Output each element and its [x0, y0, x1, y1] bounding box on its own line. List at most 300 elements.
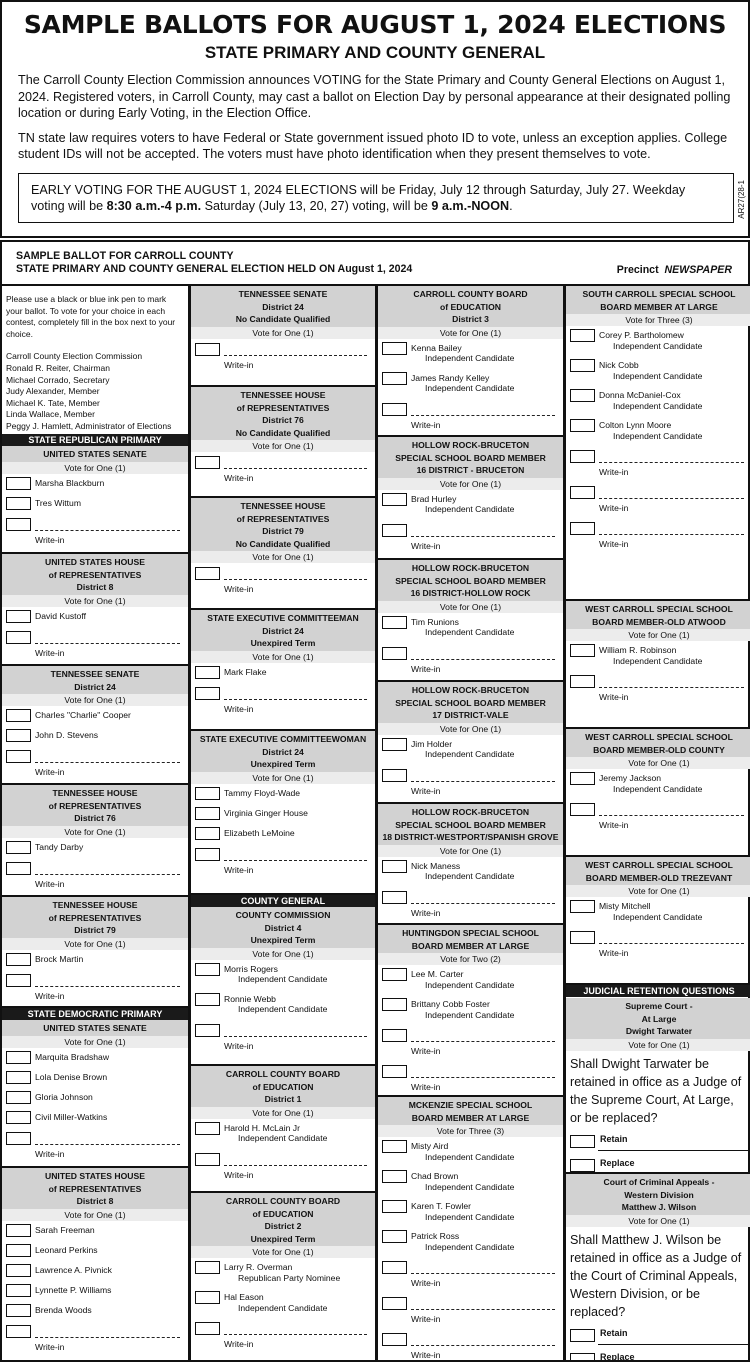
candidate-party: Independent Candidate: [613, 911, 703, 922]
candidate-row[interactable]: [378, 1167, 563, 1197]
write-in-line[interactable]: [35, 1337, 180, 1338]
write-in-row[interactable]: [2, 858, 188, 894]
write-in-row[interactable]: [378, 1329, 563, 1362]
candidate-row[interactable]: [2, 1261, 188, 1281]
race-title-line: UNITED STATES SENATE: [43, 449, 147, 459]
candidate-row[interactable]: [2, 494, 188, 514]
write-in-row[interactable]: [566, 799, 750, 835]
checkbox[interactable]: [6, 1132, 31, 1145]
candidate-row[interactable]: [191, 1258, 375, 1288]
checkbox[interactable]: [195, 1291, 220, 1304]
checkbox[interactable]: [382, 769, 407, 782]
checkbox[interactable]: [6, 709, 31, 722]
checkbox[interactable]: [382, 616, 407, 629]
candidate-name: [224, 1292, 327, 1313]
write-in-line[interactable]: [411, 536, 555, 537]
write-in-line[interactable]: [411, 1077, 555, 1078]
page-subtitle: STATE PRIMARY AND COUNTY GENERAL: [204, 43, 546, 62]
write-in-row[interactable]: [378, 520, 563, 556]
write-in-row[interactable]: [2, 970, 188, 1006]
candidate-party: Independent Candidate: [425, 1211, 515, 1222]
checkbox[interactable]: [570, 450, 595, 463]
write-in-row[interactable]: [566, 518, 750, 554]
candidate-label: William R. Robinson: [599, 645, 677, 655]
candidate-row[interactable]: [566, 386, 750, 416]
write-in-line[interactable]: [411, 1273, 555, 1274]
notice-header: [0, 0, 750, 238]
candidate-row[interactable]: [2, 1301, 188, 1321]
page-title: SAMPLE BALLOTS FOR AUGUST 1, 2024 ELECTIONS: [23, 10, 727, 39]
race-title: [2, 666, 188, 694]
candidate-row[interactable]: [191, 663, 375, 683]
candidate-name: [599, 645, 702, 666]
candidate-row[interactable]: [378, 995, 563, 1025]
precinct-value: NEWSPAPER: [664, 264, 732, 276]
write-in-row[interactable]: [378, 765, 563, 801]
candidate-party: Independent Candidate: [238, 1133, 328, 1143]
checkbox[interactable]: [195, 1024, 220, 1037]
candidate-label: Morris Rogers: [224, 963, 278, 974]
candidate-row[interactable]: [2, 1108, 188, 1128]
write-in-line[interactable]: [411, 659, 555, 660]
write-in-line[interactable]: [411, 781, 555, 782]
checkbox[interactable]: [382, 1261, 407, 1274]
retention-option-retain[interactable]: [566, 1323, 750, 1347]
candidate-label: Brock Martin: [35, 953, 84, 964]
candidate-party: Independent Candidate: [425, 504, 515, 514]
write-in-row[interactable]: [378, 1293, 563, 1329]
candidate-row[interactable]: [566, 641, 750, 671]
candidate-name: [411, 373, 514, 394]
candidate-name: [35, 710, 131, 721]
commission-list: [6, 351, 184, 432]
candidate-row[interactable]: [191, 990, 375, 1020]
race-title-line: BOARD MEMBER AT LARGE: [411, 940, 530, 951]
checkbox[interactable]: [570, 1329, 595, 1342]
write-in-row[interactable]: [2, 746, 188, 782]
candidate-name: [35, 1265, 112, 1276]
write-in-row[interactable]: [2, 514, 188, 550]
write-in-line[interactable]: [411, 1041, 555, 1042]
race-title-line: District 8: [76, 1196, 114, 1206]
candidate-name: [411, 861, 514, 882]
write-in-line[interactable]: [224, 355, 367, 356]
candidate-name: [599, 773, 702, 794]
checkbox[interactable]: [382, 647, 407, 660]
option-rule: [598, 1344, 750, 1345]
candidate-row[interactable]: [2, 1048, 188, 1068]
race-mckenzie-at-large: [378, 1095, 563, 1362]
checkbox[interactable]: [570, 675, 595, 688]
write-in-row[interactable]: [378, 887, 563, 923]
race-board-education-1: [191, 1064, 375, 1185]
write-in-line[interactable]: [224, 699, 367, 700]
candidate-party: Independent Candidate: [425, 627, 515, 637]
candidate-row[interactable]: [378, 490, 563, 520]
write-in-label: Write-in: [599, 948, 629, 958]
candidate-row[interactable]: [2, 950, 188, 970]
write-in-row[interactable]: [2, 1321, 188, 1357]
write-in-line[interactable]: [599, 943, 744, 944]
write-in-row[interactable]: [566, 671, 750, 707]
race-title-line: Unexpired Term: [250, 638, 316, 648]
checkbox[interactable]: [570, 419, 595, 432]
checkbox[interactable]: [195, 567, 220, 580]
write-in-line[interactable]: [224, 1036, 367, 1037]
race-title: [191, 498, 375, 551]
checkbox[interactable]: [6, 1111, 31, 1124]
vote-instruction: Vote for One (1): [191, 440, 375, 452]
race-huntingdon-at-large: [378, 923, 563, 1097]
write-in-row[interactable]: [191, 683, 375, 719]
candidate-row[interactable]: [2, 1281, 188, 1301]
candidate-party: Independent Candidate: [425, 1181, 515, 1192]
checkbox[interactable]: [382, 1200, 407, 1213]
vote-instruction: Vote for One (1): [2, 1209, 188, 1221]
candidate-label: Donna McDaniel-Cox: [599, 390, 681, 400]
checkbox[interactable]: [6, 1091, 31, 1104]
candidate-label: Larry R. Overman: [224, 1262, 293, 1272]
checkbox[interactable]: [382, 891, 407, 904]
race-hrb-16-bruceton: [378, 435, 563, 556]
checkbox[interactable]: [570, 329, 595, 342]
checkbox[interactable]: [570, 1353, 595, 1362]
vote-instruction: Vote for One (1): [378, 723, 563, 735]
vote-instruction: Vote for One (1): [191, 651, 375, 663]
candidate-row[interactable]: [566, 356, 750, 386]
checkbox[interactable]: [6, 1284, 31, 1297]
write-in-line[interactable]: [35, 986, 180, 987]
checkbox[interactable]: [382, 403, 407, 416]
checkbox[interactable]: [382, 860, 407, 873]
checkbox[interactable]: [6, 953, 31, 966]
checkbox[interactable]: [570, 522, 595, 535]
write-in-label: Write-in: [599, 692, 629, 702]
write-in-line[interactable]: [599, 687, 744, 688]
checkbox[interactable]: [195, 1261, 220, 1274]
candidate-label: Misty Aird: [411, 1141, 449, 1151]
write-in-line[interactable]: [35, 874, 180, 875]
checkbox[interactable]: [382, 1170, 407, 1183]
checkbox[interactable]: [6, 631, 31, 644]
race-title-line: 16 DISTRICT - BRUCETON: [416, 465, 525, 475]
checkbox[interactable]: [570, 389, 595, 402]
commission-member: Linda Wallace, Member: [6, 409, 95, 420]
candidate-label: Jeremy Jackson: [599, 773, 662, 783]
checkbox[interactable]: [195, 456, 220, 469]
vote-instruction: Vote for One (1): [566, 1039, 750, 1051]
write-in-label: Write-in: [411, 1278, 441, 1288]
checkbox[interactable]: [195, 687, 220, 700]
write-in-row[interactable]: [191, 339, 375, 375]
checkbox[interactable]: [195, 827, 220, 840]
write-in-row[interactable]: [191, 844, 375, 880]
candidate-name: [411, 1201, 514, 1222]
race-title-line: of REPRESENTATIVES: [48, 1183, 142, 1194]
candidate-party: Independent Candidate: [425, 749, 515, 759]
race-title-line: District 1: [264, 1094, 302, 1104]
race-d-tn-house-76: [191, 385, 375, 488]
candidate-name: [35, 611, 86, 622]
candidate-row[interactable]: [2, 1068, 188, 1088]
checkbox[interactable]: [382, 1230, 407, 1243]
checkbox[interactable]: [382, 372, 407, 385]
candidate-row[interactable]: [378, 857, 563, 887]
write-in-label: Write-in: [411, 1082, 441, 1092]
checkbox[interactable]: [6, 750, 31, 763]
write-in-row[interactable]: [191, 1020, 375, 1056]
race-title: [191, 907, 375, 948]
candidate-name: [35, 478, 104, 489]
race-title-line: District 24: [262, 301, 304, 312]
checkbox[interactable]: [195, 343, 220, 356]
checkbox[interactable]: [570, 359, 595, 372]
candidate-row[interactable]: [191, 960, 375, 990]
vote-instruction: Vote for One (1): [2, 694, 188, 706]
checkbox[interactable]: [6, 841, 31, 854]
write-in-label: Write-in: [224, 1339, 254, 1349]
write-in-row[interactable]: [191, 1318, 375, 1354]
candidate-row[interactable]: [378, 965, 563, 995]
candidate-row[interactable]: [378, 1227, 563, 1257]
candidate-row[interactable]: [378, 1197, 563, 1227]
checkbox[interactable]: [195, 1322, 220, 1335]
race-title-line: Unexpired Term: [250, 1233, 316, 1244]
race-r-us-house-8: [2, 552, 188, 663]
race-title-line: UNITED STATES HOUSE: [45, 1171, 145, 1181]
write-in-line[interactable]: [224, 1165, 367, 1166]
race-title-line: District 76: [262, 415, 304, 425]
checkbox[interactable]: [6, 1051, 31, 1064]
checkbox[interactable]: [6, 497, 31, 510]
write-in-label: Write-in: [35, 1148, 65, 1159]
race-title: [191, 387, 375, 440]
candidate-row[interactable]: [566, 897, 750, 927]
candidate-name: [35, 1285, 111, 1296]
race-r-us-senate: [2, 446, 188, 550]
checkbox[interactable]: [6, 729, 31, 742]
checkbox[interactable]: [570, 900, 595, 913]
write-in-label: Write-in: [35, 534, 65, 545]
checkbox[interactable]: [382, 1297, 407, 1310]
banner-judicial-text: JUDICIAL RETENTION QUESTIONS: [566, 985, 750, 997]
checkbox[interactable]: [382, 493, 407, 506]
checkbox[interactable]: [570, 1159, 595, 1172]
race-south-carroll-at-large: [566, 286, 750, 554]
vote-instruction: Vote for One (1): [2, 826, 188, 838]
precinct-text: Precinct: [616, 264, 659, 276]
candidate-name: [35, 842, 83, 853]
vote-instruction: Vote for One (1): [378, 845, 563, 857]
write-in-row[interactable]: [378, 1061, 563, 1097]
checkbox[interactable]: [382, 1140, 407, 1153]
race-title-line: TENNESSEE HOUSE: [52, 900, 138, 910]
write-in-label: Write-in: [411, 1046, 441, 1056]
candidate-row[interactable]: [191, 1288, 375, 1318]
candidate-row[interactable]: [2, 726, 188, 746]
candidate-name: [35, 1052, 109, 1063]
checkbox[interactable]: [195, 787, 220, 800]
candidate-label: Charles "Charlie" Cooper: [35, 710, 131, 720]
race-title-line: WEST CARROLL SPECIAL SCHOOL: [585, 604, 733, 614]
candidate-label: Lawrence A. Pivnick: [35, 1264, 112, 1275]
write-in-label: Write-in: [411, 419, 441, 430]
checkbox[interactable]: [195, 666, 220, 679]
candidate-row[interactable]: [191, 824, 375, 844]
write-in-line[interactable]: [224, 468, 367, 469]
candidate-row[interactable]: [2, 607, 188, 627]
candidate-row[interactable]: [191, 804, 375, 824]
race-board-education-3: [378, 286, 563, 435]
candidate-label: Virginia Ginger House: [224, 807, 308, 818]
checkbox[interactable]: [382, 1333, 407, 1346]
write-in-line[interactable]: [411, 1309, 555, 1310]
race-title-line: TENNESSEE SENATE: [238, 289, 328, 299]
checkbox[interactable]: [570, 486, 595, 499]
checkbox[interactable]: [6, 610, 31, 623]
checkbox[interactable]: [195, 848, 220, 861]
retention-option-retain[interactable]: [566, 1129, 750, 1153]
checkbox[interactable]: [6, 862, 31, 875]
candidate-row[interactable]: [566, 416, 750, 446]
checkbox[interactable]: [570, 772, 595, 785]
candidate-label: David Kustoff: [35, 610, 86, 621]
candidate-row[interactable]: [378, 613, 563, 643]
checkbox[interactable]: [570, 1135, 595, 1148]
checkbox[interactable]: [382, 1065, 407, 1078]
write-in-row[interactable]: [378, 399, 563, 435]
write-in-label: Write-in: [224, 703, 254, 714]
race-title: [2, 1168, 188, 1209]
checkbox[interactable]: [195, 1122, 220, 1135]
checkbox[interactable]: [6, 477, 31, 490]
candidate-row[interactable]: [2, 706, 188, 726]
write-in-line[interactable]: [224, 579, 367, 580]
retention-option-replace[interactable]: [566, 1347, 750, 1362]
checkbox[interactable]: [382, 1029, 407, 1042]
candidate-row[interactable]: [2, 1088, 188, 1108]
write-in-line[interactable]: [224, 860, 367, 861]
write-in-row[interactable]: [191, 1149, 375, 1185]
race-title-line: BOARD MEMBER-OLD ATWOOD: [592, 616, 726, 627]
write-in-line[interactable]: [224, 1334, 367, 1335]
candidate-name: [35, 1245, 98, 1256]
checkbox[interactable]: [382, 342, 407, 355]
checkbox[interactable]: [195, 1153, 220, 1166]
checkbox[interactable]: [570, 931, 595, 944]
race-title: [191, 731, 375, 772]
write-in-row[interactable]: [378, 1025, 563, 1061]
write-in-line[interactable]: [599, 815, 744, 816]
race-d-exec-committeewoman: [191, 729, 375, 880]
checkbox[interactable]: [6, 518, 31, 531]
write-in-line[interactable]: [35, 762, 180, 763]
race-title-line: WEST CARROLL SPECIAL SCHOOL: [585, 860, 733, 870]
candidate-name: [599, 420, 702, 441]
ballot-county-title: SAMPLE BALLOT FOR CARROLL COUNTY: [16, 250, 234, 262]
checkbox[interactable]: [195, 993, 220, 1006]
checkbox[interactable]: [6, 1264, 31, 1277]
candidate-party: Independent Candidate: [613, 655, 703, 666]
checkbox[interactable]: [6, 1244, 31, 1257]
race-title: [378, 437, 563, 478]
write-in-label: Write-in: [35, 767, 65, 777]
checkbox[interactable]: [6, 1071, 31, 1084]
candidate-row[interactable]: [566, 769, 750, 799]
write-in-row[interactable]: [566, 482, 750, 518]
write-in-label: Write-in: [224, 1040, 254, 1051]
checkbox[interactable]: [570, 644, 595, 657]
candidate-row[interactable]: [191, 784, 375, 804]
write-in-line[interactable]: [599, 462, 744, 463]
checkbox[interactable]: [382, 968, 407, 981]
candidate-row[interactable]: [378, 735, 563, 765]
write-in-label: Write-in: [35, 990, 65, 1001]
checkbox[interactable]: [382, 738, 407, 751]
checkbox[interactable]: [570, 803, 595, 816]
candidate-row[interactable]: [378, 369, 563, 399]
race-title-line: of EDUCATION: [440, 301, 501, 312]
judicial-title: [566, 1174, 750, 1215]
banner-republican-text: STATE REPUBLICAN PRIMARY: [2, 434, 188, 446]
candidate-name: [411, 617, 514, 638]
write-in-label: Write-in: [35, 878, 65, 889]
write-in-row[interactable]: [2, 1128, 188, 1164]
write-in-row[interactable]: [378, 1257, 563, 1293]
judicial-title-line: Western Division: [624, 1189, 694, 1200]
write-in-row[interactable]: [566, 927, 750, 963]
race-r-tn-senate-24: [2, 664, 188, 782]
vote-instruction: Vote for One (1): [378, 601, 563, 613]
write-in-line[interactable]: [411, 903, 555, 904]
write-in-line[interactable]: [35, 530, 180, 531]
write-in-row[interactable]: [2, 627, 188, 663]
checkbox[interactable]: [382, 998, 407, 1011]
candidate-row[interactable]: [2, 1221, 188, 1241]
checkbox[interactable]: [6, 1304, 31, 1317]
write-in-row[interactable]: [191, 563, 375, 599]
write-in-line[interactable]: [35, 643, 180, 644]
checkbox[interactable]: [195, 807, 220, 820]
candidate-row[interactable]: [378, 1137, 563, 1167]
write-in-row[interactable]: [566, 446, 750, 482]
write-in-line[interactable]: [411, 415, 555, 416]
write-in-line[interactable]: [599, 498, 744, 499]
write-in-row[interactable]: [191, 452, 375, 488]
candidate-row[interactable]: [378, 339, 563, 369]
candidate-row[interactable]: [566, 326, 750, 356]
write-in-line[interactable]: [35, 1144, 180, 1145]
candidate-name: [35, 1305, 92, 1316]
checkbox[interactable]: [382, 524, 407, 537]
candidate-row[interactable]: [2, 474, 188, 494]
race-title-line: of REPRESENTATIVES: [48, 569, 142, 580]
checkbox[interactable]: [6, 1325, 31, 1338]
race-title-line: STATE EXECUTIVE COMMITTEEMAN: [207, 613, 359, 623]
candidate-party: Independent Candidate: [238, 1302, 328, 1313]
race-title-line: 17 DISTRICT-VALE: [432, 710, 509, 720]
candidate-row[interactable]: [191, 1119, 375, 1149]
candidate-row[interactable]: [2, 838, 188, 858]
write-in-line[interactable]: [411, 1345, 555, 1346]
candidate-label: Sarah Freeman: [35, 1224, 95, 1235]
checkbox[interactable]: [6, 1224, 31, 1237]
checkbox[interactable]: [195, 963, 220, 976]
write-in-row[interactable]: [378, 643, 563, 679]
candidate-row[interactable]: [2, 1241, 188, 1261]
checkbox[interactable]: [6, 974, 31, 987]
write-in-line[interactable]: [599, 534, 744, 535]
